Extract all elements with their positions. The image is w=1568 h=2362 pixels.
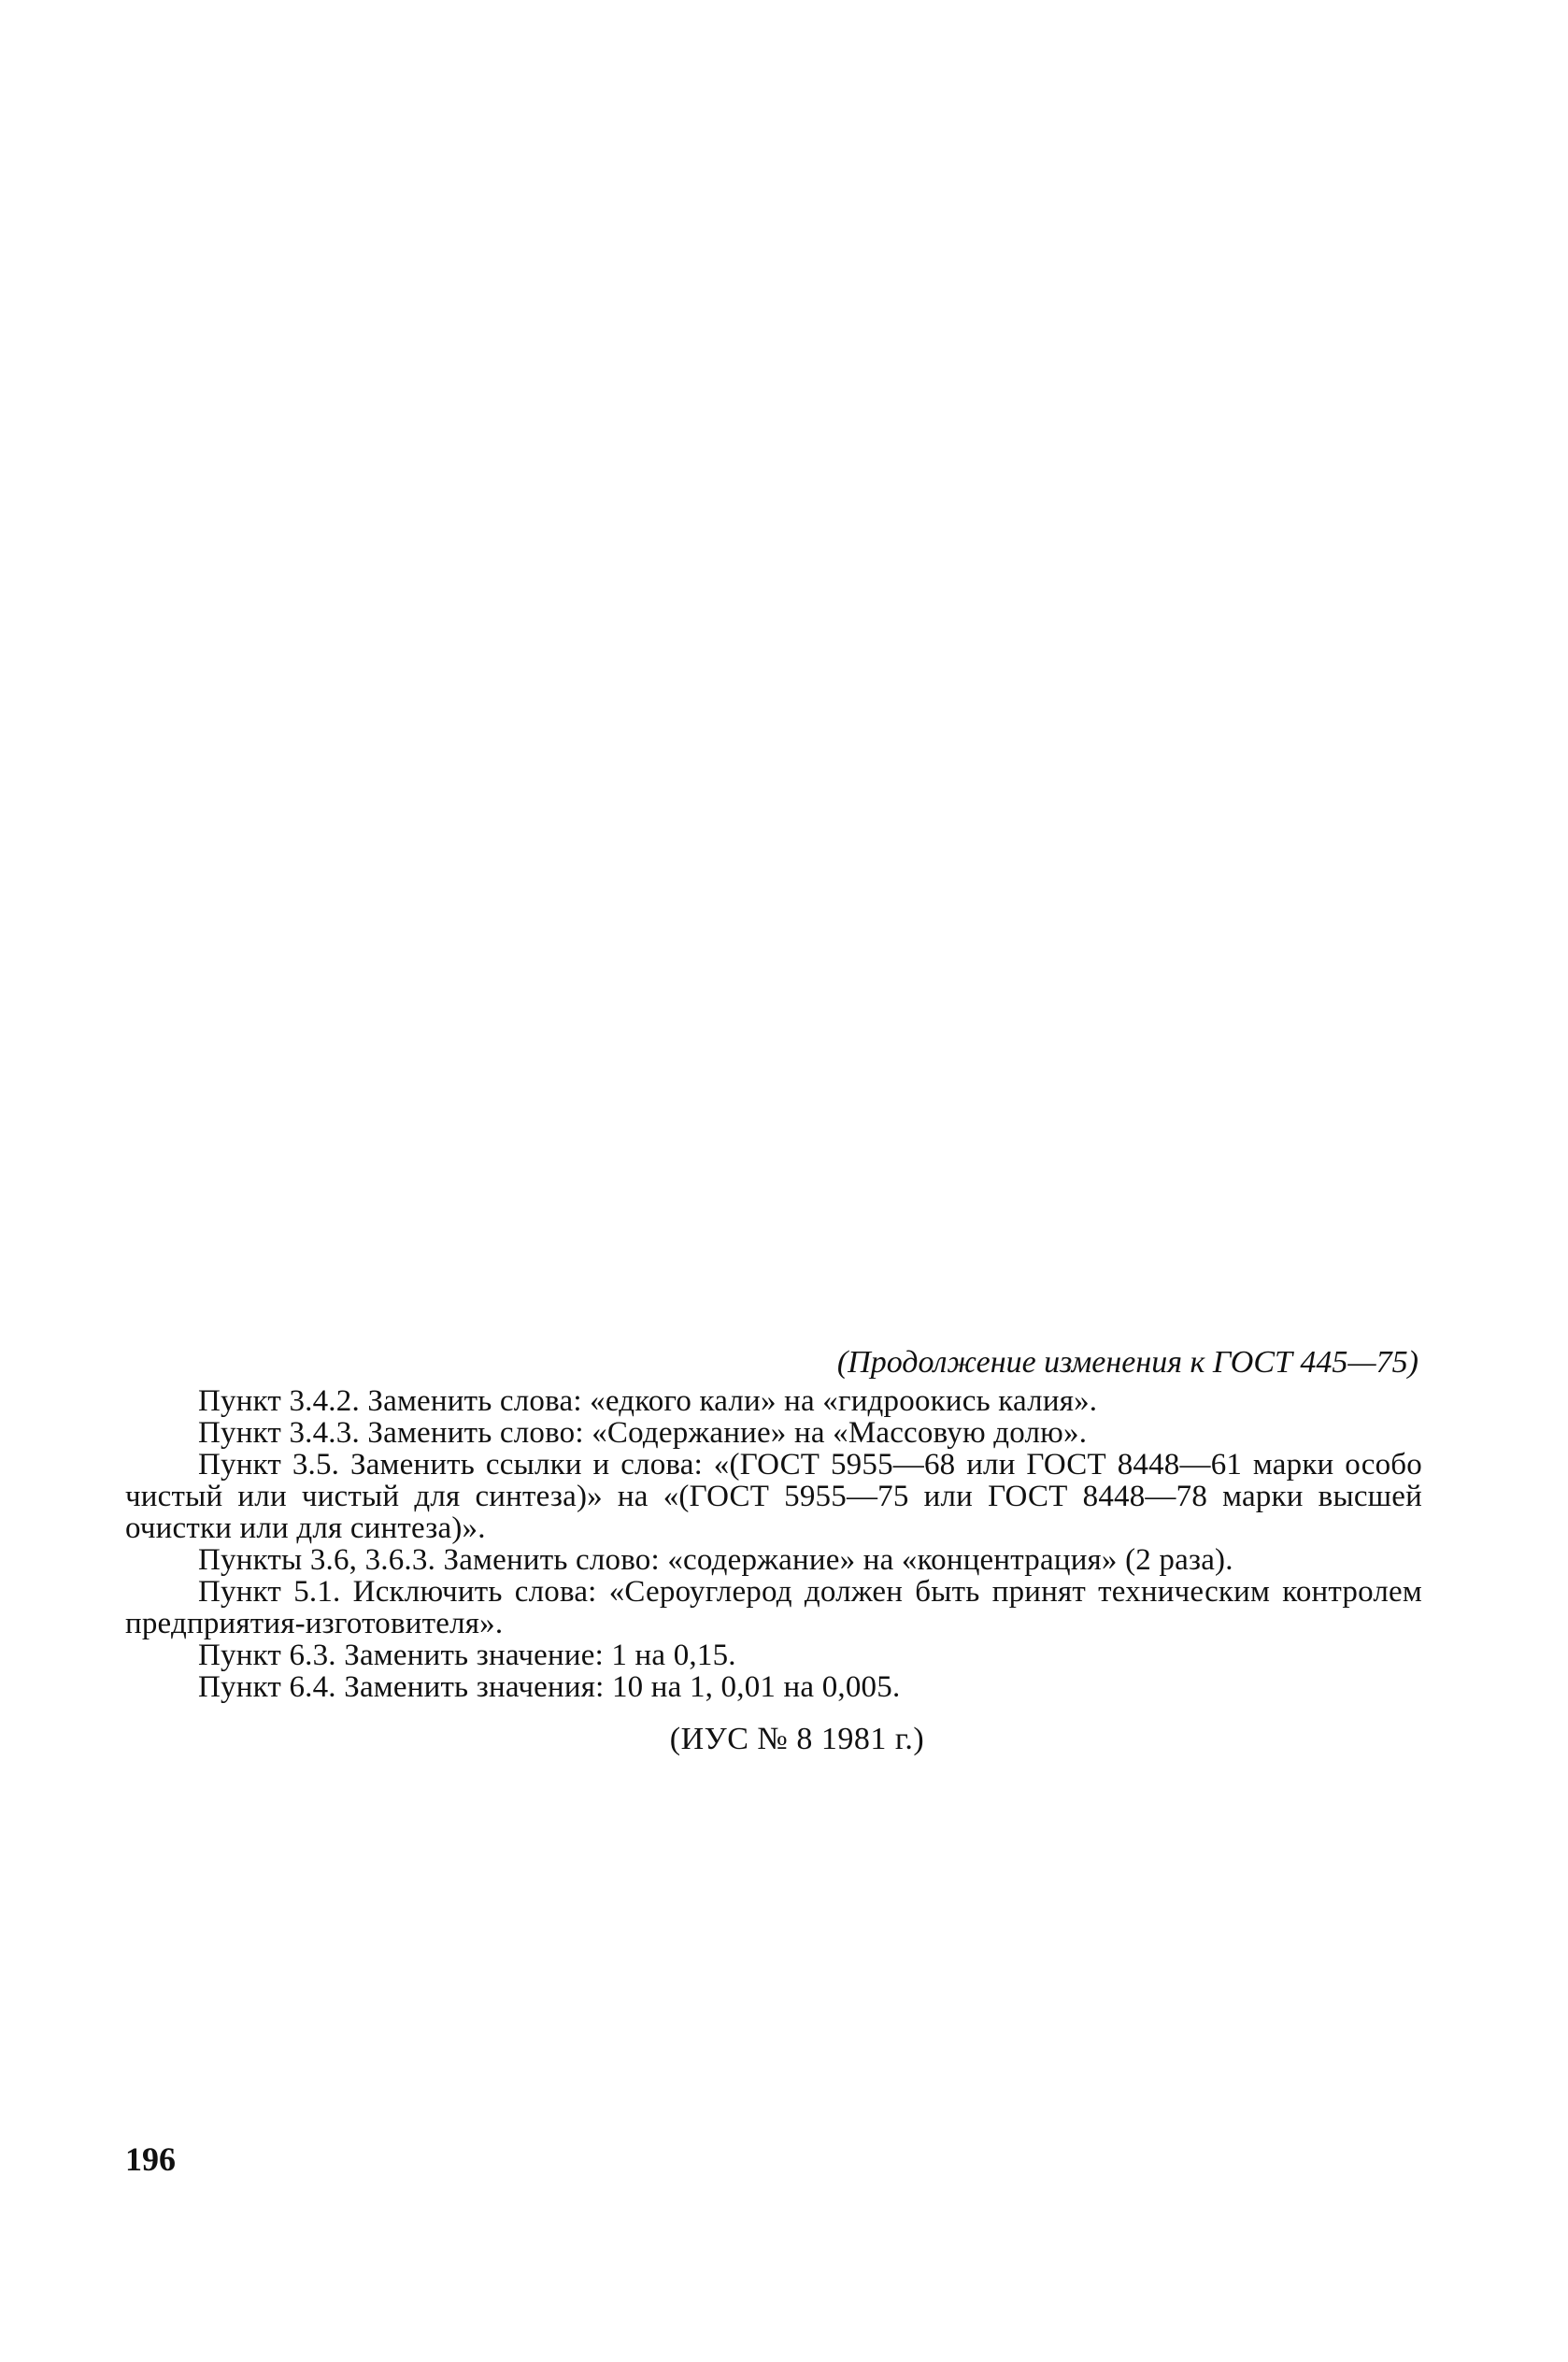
paragraph-item-5-1: Пункт 5.1. Исключить слова: «Сероуглерод должен быть принят техническим контролем предприятия-изготовителя». bbox=[125, 1575, 1422, 1640]
paragraph-item-6-3: Пункт 6.3. Заменить значение: 1 на 0,15. bbox=[198, 1639, 736, 1672]
paragraph-items-3-6: Пункты 3.6, 3.6.3. Заменить слово: «содержание» на «концентрация» (2 раза). bbox=[198, 1543, 1233, 1577]
amendment-text-block bbox=[125, 1344, 1422, 1755]
paragraph-item-3-5: Пункт 3.5. Заменить ссылки и слова: «(ГОСТ 5955—68 или ГОСТ 8448—61 марки особо чистый или чистый для синтеза)» на «(ГОСТ 5955—75 или ГОСТ 8448—78 марки высшей очистки или для синтеза)». bbox=[125, 1448, 1422, 1545]
paragraph-item-6-4: Пункт 6.4. Заменить значения: 10 на 1, 0,01 на 0,005. bbox=[198, 1670, 901, 1704]
continuation-header: (Продолжение изменения к ГОСТ 445—75) bbox=[836, 1345, 1418, 1380]
page-number: 196 bbox=[125, 2140, 176, 2178]
paragraph-item-3-4-2: Пункт 3.4.2. Заменить слова: «едкого кали» на «гидроокись калия». bbox=[198, 1384, 1098, 1418]
paragraph-item-3-4-3: Пункт 3.4.3. Заменить слово: «Содержание» на «Массовую долю». bbox=[198, 1416, 1088, 1450]
source-reference: (ИУС № 8 1981 г.) bbox=[669, 1722, 925, 1756]
